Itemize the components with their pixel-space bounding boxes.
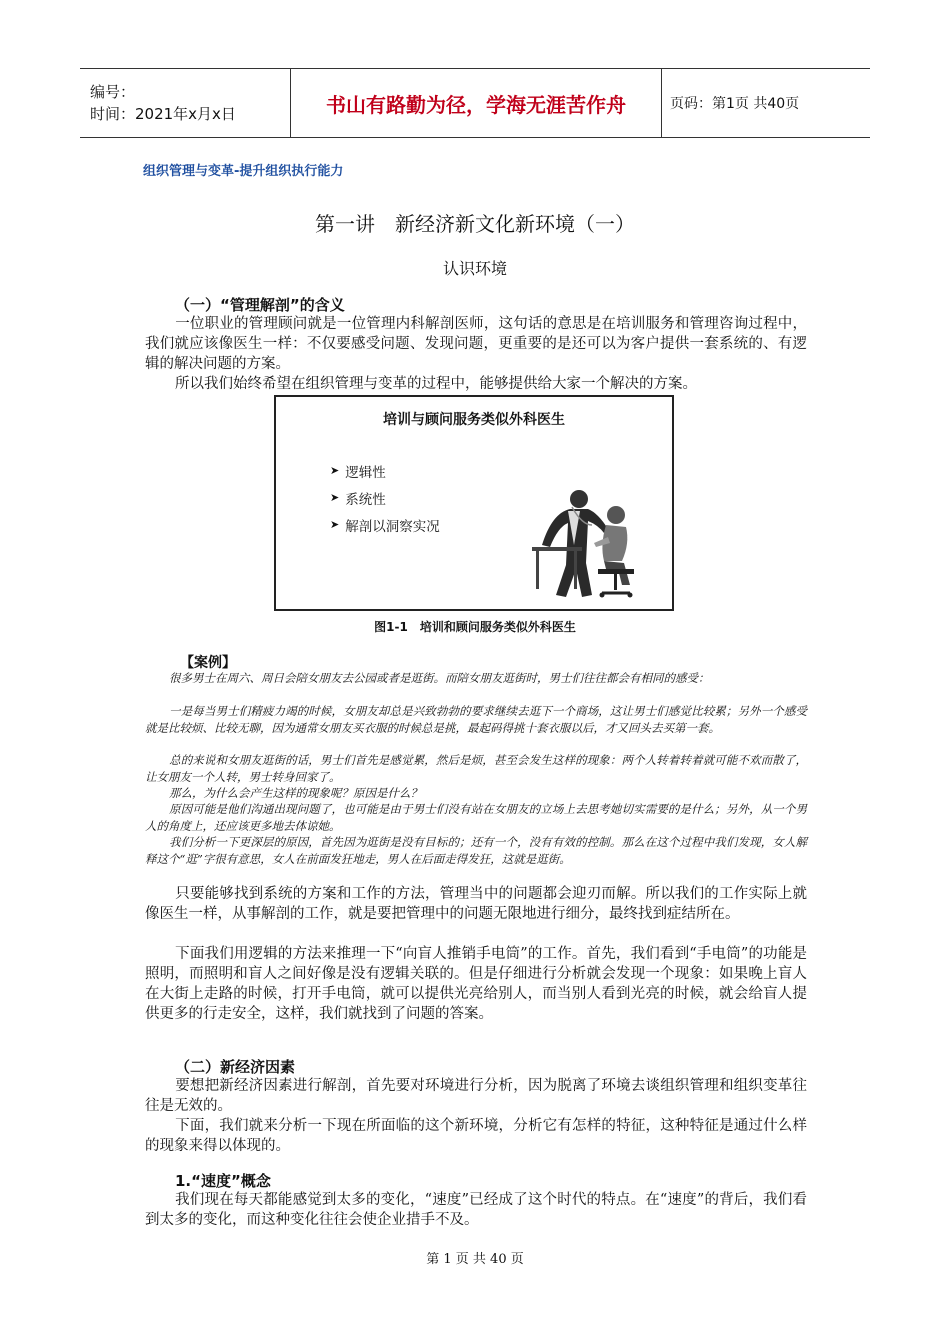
case-paragraph-text: 一是每当男士们精疲力竭的时候，女朋友却总是兴致勃勃的要求继续去逛下一个商场，这让男士们感觉比较累；另外一个感受就是比较烦、比较无聊，因为通常女朋友买衣服的时候总是挑，最起码得挑十套衣服以后，才又回头去买第一套。 — [145, 704, 807, 735]
case-paragraph — [145, 752, 807, 785]
lecture-title: 第一讲 新经济新文化新环境（一） — [315, 212, 635, 236]
header-meta — [80, 69, 291, 137]
arrow-bullet-icon: ➤ — [330, 518, 340, 531]
part1-paragraph-2-text: 所以我们始终希望在组织管理与变革的过程中，能够提供给大家一个解决的方案。 — [175, 376, 697, 392]
figure-bullet-text: 解剖以洞察实况 — [345, 518, 440, 535]
part1-heading: （一）“管理解剖”的含义 — [175, 296, 345, 314]
case-paragraph-text: 那么，为什么会产生这样的现象呢？原因是什么？ — [169, 786, 422, 800]
part3-paragraph-1 — [145, 1190, 807, 1230]
part2-heading: （二）新经济因素 — [175, 1058, 296, 1076]
case-paragraph-text: 原因可能是他们沟通出现问题了，也可能是由于男士们没有站在女朋友的立场上去思考她切实需要的是什么；另外，从一个男人的角度上，还应该更多地去体谅她。 — [145, 802, 807, 833]
figure-caption: 图1-1 培训和顾问服务类似外科医生 — [374, 620, 576, 634]
case-paragraph-text: 很多男士在周六、周日会陪女朋友去公园或者是逛街。而陪女朋友逛街时，男士们往往都会有相同的感受： — [169, 671, 710, 685]
case-paragraph — [145, 703, 807, 736]
doctor-patient-illustration-icon — [512, 485, 662, 607]
document-time-label: 时间：2021年x月x日 — [90, 105, 236, 123]
part2-paragraph-1-text: 要想把新经济因素进行解剖，首先要对环境进行分析，因为脱离了环境去谈组织管理和组织变革往往是无效的。 — [145, 1078, 807, 1114]
figure-bullet-text: 逻辑性 — [345, 464, 386, 481]
after-case-paragraph-2-text: 下面我们用逻辑的方法来推理一下“向盲人推销手电筒”的工作。首先，我们看到“手电筒”的功能是照明，而照明和盲人之间好像是没有逻辑关联的。但是仔细进行分析就会发现一个现象：如果晚上盲人在大街上走路的时候，打开手电筒，就可以提供光亮给别人，而当别人看到光亮的时候，就会给盲人提供更多的行走安全，这样，我们就找到了问题的答案。 — [145, 946, 807, 1022]
after-case-paragraph-1 — [145, 884, 807, 924]
page-info-text: 页码：第1页 共40页 — [670, 96, 800, 112]
figure-bullet-text: 系统性 — [345, 491, 386, 508]
page-header — [80, 68, 870, 138]
arrow-bullet-icon: ➤ — [330, 491, 340, 504]
after-case-paragraph-1-text: 只要能够找到系统的方案和工作的方法，管理当中的问题都会迎刃而解。所以我们的工作实际上就像医生一样，从事解剖的工作，就是要把管理中的问题无限地进行细分，最终找到症结所在。 — [145, 886, 807, 922]
figure-1-1 — [274, 395, 674, 611]
arrow-bullet-icon: ➤ — [330, 464, 340, 477]
part2-paragraph-1 — [145, 1076, 807, 1116]
case-label: 【案例】 — [180, 655, 236, 671]
motto-text: 书山有路勤为径，学海无涯苦作舟 — [326, 92, 626, 117]
after-case-paragraph-2 — [145, 944, 807, 1024]
document-number-label: 编号： — [90, 83, 136, 101]
case-paragraph — [145, 670, 807, 687]
part3-heading: 1.“速度”概念 — [175, 1172, 271, 1190]
part3-paragraph-1-text: 我们现在每天都能感觉到太多的变化，“速度”已经成了这个时代的特点。在“速度”的背后，我们看到太多的变化，而这种变化往往会使企业措手不及。 — [145, 1192, 807, 1228]
document-subtitle: 组织管理与变革-提升组织执行能力 — [143, 164, 344, 179]
part2-paragraph-2-text: 下面，我们就来分析一下现在所面临的这个新环境，分析它有怎样的特征，这种特征是通过什么样的现象来得以体现的。 — [145, 1118, 807, 1154]
header-page-info — [662, 69, 870, 137]
part1-paragraph-1 — [145, 314, 807, 374]
case-paragraph — [145, 834, 807, 867]
part1-paragraph-2 — [145, 374, 807, 394]
figure-title: 培训与顾问服务类似外科医生 — [383, 412, 565, 428]
header-motto — [291, 69, 662, 137]
case-paragraph — [145, 801, 807, 834]
page-footer: 第 1 页 共 40 页 — [426, 1252, 524, 1267]
figure-bullet-list — [330, 457, 440, 538]
section-title: 认识环境 — [442, 259, 507, 278]
figure-bullet-item — [330, 484, 440, 511]
case-paragraph-text: 我们分析一下更深层的原因，首先因为逛街是没有目标的；还有一个，没有有效的控制。那么在这个过程中我们发现，女人解释这个“逛”字很有意思，女人在前面发狂地走，男人在后面走得发狂，这就是逛街。 — [145, 835, 807, 866]
figure-bullet-item — [330, 511, 440, 538]
part2-paragraph-2 — [145, 1116, 807, 1156]
case-paragraph — [145, 785, 807, 802]
figure-bullet-item — [330, 457, 440, 484]
part1-paragraph-1-text: 一位职业的管理顾问就是一位管理内科解剖医师，这句话的意思是在培训服务和管理咨询过程中，我们就应该像医生一样：不仅要感受问题、发现问题，更重要的是还可以为客户提供一套系统的、有逻辑的解决问题的方案。 — [145, 316, 807, 372]
case-paragraph-text: 总的来说和女朋友逛街的话，男士们首先是感觉累，然后是烦，甚至会发生这样的现象：两个人转着转着就可能不欢而散了，让女朋友一个人转，男士转身回家了。 — [145, 753, 807, 784]
